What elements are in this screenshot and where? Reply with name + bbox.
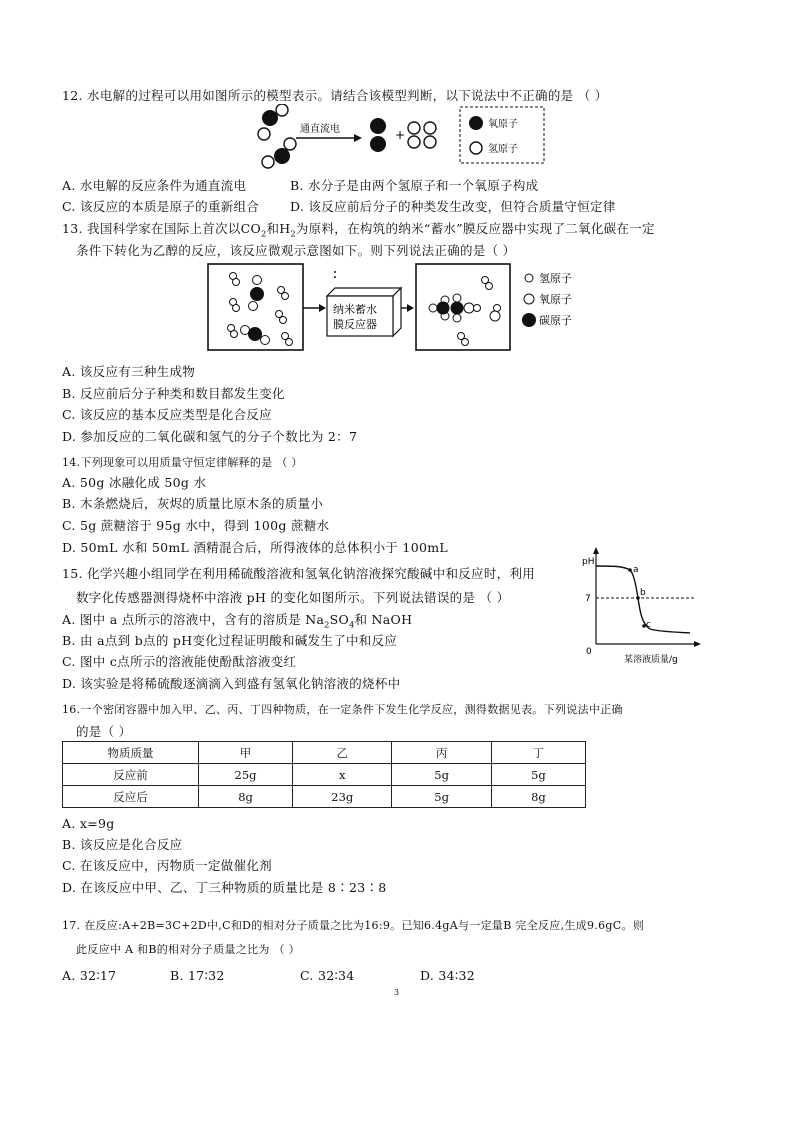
ph-graph (578, 546, 703, 668)
q12-option-c: C. 该反应的本质是原子的重新组合 (62, 199, 260, 214)
origin-label: 0 (586, 647, 592, 657)
q12-option-b: B. 水分子是由两个氢原子和一个氧原子构成 (290, 178, 539, 193)
table-cell: 25g (198, 764, 292, 786)
q16-option-a: A. x=9g (62, 816, 115, 831)
q17-option-a: A. 32∶17 (62, 968, 117, 983)
legend-carbon: 碳原子 (539, 314, 572, 327)
table-row (63, 786, 586, 808)
q15-option-b: B. 由 a点到 b点的 pH变化过程证明酸和碱发生了中和反应 (62, 633, 398, 648)
speck (334, 271, 336, 273)
q14-option-a: A. 50g 冰融化成 50g 水 (62, 475, 207, 490)
q13-stem-line1: 13. 我国科学家在国际上首次以$CO_2$和$H_2$为原料，在构筑的纳米“蓄水”膜反应器中实现了二氧化碳在一定 (62, 221, 655, 239)
q17-stem-line1: 17. 在反应:A+2B=3C+2D中,C和D的相对分子质量之比为16:9。已知6.4gA与一定量B 完全反应,生成9.6gC。则 (62, 919, 645, 932)
table-cell: 23g (293, 786, 392, 808)
oxygen-legend-icon (469, 116, 483, 130)
y-axis-arrow-icon (593, 547, 599, 554)
q15-stem-line2: 数字化传感器测得烧杯中溶液 pH 的变化如图所示。下列说法错误的是 （ ） (76, 590, 510, 605)
q13-stem-line2: 条件下转化为乙醇的反应，该反应微观示意图如下。则下列说法正确的是（ ） (76, 243, 516, 258)
q17-option-c: C. 32∶34 (300, 968, 355, 983)
arrow-head-icon (319, 304, 326, 312)
table-cell: 反应后 (63, 786, 199, 808)
water-molecules (258, 104, 296, 168)
reactant-molecules (228, 273, 293, 346)
arrow-head-icon (354, 134, 362, 142)
product-molecules (429, 277, 501, 346)
hydrogen-atom (284, 138, 296, 150)
q15-option-d: D. 该实验是将稀硫酸逐滴滴入到盛有氢氧化钠溶液的烧杯中 (62, 676, 401, 691)
hydrogen-atom (408, 136, 420, 148)
q14-stem: 14.下列现象可以用质量守恒定律解释的是 （ ） (62, 456, 303, 469)
hydrogen-legend-icon (525, 274, 533, 282)
q13-option-d: D. 参加反应的二氧化碳和氢气的分子个数比为 2：7 (62, 429, 358, 444)
hydrogen-atom (408, 122, 420, 134)
q16-stem-line1: 16.一个密闭容器中加入甲、乙、丙、丁四种物质，在一定条件下发生化学反应，测得数据见表。下列说法中正确 (62, 703, 623, 716)
oxygen-atom (262, 110, 278, 126)
hydrogen-atom (424, 122, 436, 134)
table-header-cell: 丙 (392, 742, 491, 764)
speck (334, 276, 336, 278)
q13-diagram (205, 262, 605, 354)
q14-option-d: D. 50mL 水和 50mL 酒精混合后，所得液体的总体积小于 100mL (62, 540, 448, 555)
q13-option-c: C. 该反应的基本反应类型是化合反应 (62, 407, 272, 422)
legend-hydrogen: 氢原子 (488, 144, 518, 155)
point-a-label: a (633, 565, 639, 575)
hydrogen-atom (276, 104, 288, 116)
table-cell: 反应前 (63, 764, 199, 786)
q15-stem-line1: 15. 化学兴趣小组同学在利用稀硫酸溶液和氢氧化钠溶液探究酸碱中和反应时，利用 (62, 566, 536, 581)
reactor-label-2: 膜反应器 (333, 318, 377, 331)
legend-hydrogen: 氢原子 (539, 272, 572, 285)
reactor-label-1: 纳米蓄水 (333, 303, 377, 316)
table-cell: 5g (491, 764, 585, 786)
table-cell: 8g (491, 786, 585, 808)
x-axis-label: 某溶液质量/g (624, 655, 678, 665)
table-cell: 5g (392, 786, 491, 808)
y-axis-label: pH (582, 557, 595, 567)
oxygen-legend-icon (524, 294, 534, 304)
table-header-cell: 乙 (293, 742, 392, 764)
table-cell: x (293, 764, 392, 786)
table-row (63, 764, 586, 786)
q17-option-d: D. 34∶32 (420, 968, 475, 983)
arrow-label: 通直流电 (300, 124, 340, 135)
oxygen-atom (370, 136, 386, 152)
hydrogen-legend-icon (470, 142, 482, 154)
table-header-cell: 物质质量 (63, 742, 199, 764)
hydrogen-atom (258, 128, 270, 140)
arrow-head-icon (407, 304, 414, 312)
q17-stem-line2: 此反应中 A 和B的相对分子质量之比为 （ ） (76, 943, 300, 956)
point-c-label: c (646, 620, 651, 630)
oxygen-atom (370, 118, 386, 134)
x-axis-arrow-icon (694, 641, 701, 647)
page-number: 3 (394, 988, 400, 997)
q12-option-a: A. 水电解的反应条件为通直流电 (62, 178, 247, 193)
q16-option-c: C. 在该反应中，丙物质一定做催化剂 (62, 858, 272, 873)
reactor-top (327, 288, 401, 296)
q16-data-table (62, 741, 586, 808)
table-header-cell: 甲 (198, 742, 292, 764)
legend-oxygen: 氧原子 (488, 119, 518, 130)
q16-option-b: B. 该反应是化合反应 (62, 837, 183, 852)
q12-option-d: D. 该反应前后分子的种类发生改变，但符合质量守恒定律 (290, 199, 616, 214)
reactor-side (393, 288, 401, 336)
point-b-label: b (640, 588, 646, 598)
table-cell: 8g (198, 786, 292, 808)
q13-option-b: B. 反应前后分子种类和数目都发生变化 (62, 386, 285, 401)
q16-stem-line2: 的是（ ） (76, 724, 132, 739)
hydrogen-atom (424, 136, 436, 148)
q12-diagram (250, 104, 550, 170)
q15-option-c: C. 图中 c点所示的溶液能使酚酞溶液变红 (62, 654, 297, 669)
table-cell: 5g (392, 764, 491, 786)
q13-option-a: A. 该反应有三种生成物 (62, 364, 196, 379)
table-header-row (63, 742, 586, 764)
q14-option-b: B. 木条燃烧后，灰烬的质量比原木条的质量小 (62, 496, 324, 511)
q12-stem: 12. 水电解的过程可以用如图所示的模型表示。请结合该模型判断，以下说法中不正确的是 （ ） (62, 88, 608, 103)
hydrogen-atom (262, 156, 274, 168)
legend-oxygen: 氧原子 (539, 293, 572, 306)
q17-option-b: B. 17∶32 (170, 968, 225, 983)
point-a (628, 568, 632, 572)
q15-option-a: A. 图中 a 点所示的溶液中，含有的溶质是 $Na_2SO_4$和 NaOH (62, 612, 413, 630)
carbon-legend-icon (522, 313, 536, 327)
plus-sign: + (395, 128, 406, 142)
table-header-cell: 丁 (491, 742, 585, 764)
ph-curve (596, 566, 690, 633)
q16-option-d: D. 在该反应中甲、乙、丁三种物质的质量比是 8∶23∶8 (62, 880, 387, 895)
y-tick-7: 7 (585, 594, 591, 604)
oxygen-atom (274, 148, 290, 164)
q14-option-c: C. 5g 蔗糖溶于 95g 水中，得到 100g 蔗糖水 (62, 518, 330, 533)
